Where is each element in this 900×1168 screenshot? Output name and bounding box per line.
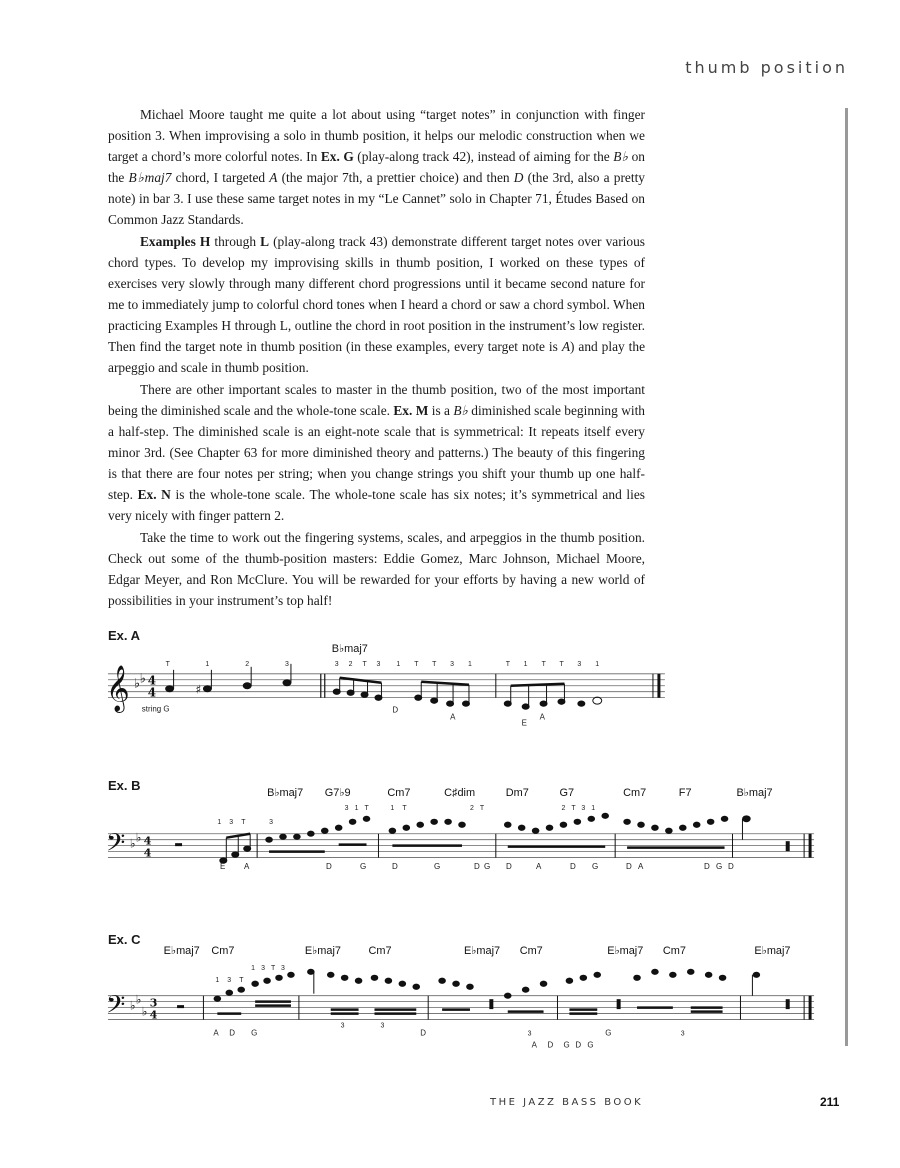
- svg-text:G: G: [587, 1040, 594, 1048]
- fingering: 1: [595, 660, 600, 668]
- text-emphasis: A: [561, 339, 570, 354]
- svg-text:3: 3: [581, 804, 586, 812]
- fingering: T: [165, 660, 170, 668]
- chord-symbol: C♯dim: [444, 786, 476, 799]
- svg-text:1: 1: [251, 964, 256, 972]
- music-staff-treble: [100, 636, 826, 736]
- chord-symbol: G7♭9: [324, 786, 351, 799]
- text-run: is the whole-tone scale. The whole-tone scale has six notes; it’s symmetrical and lies very nicely with finger pattern 2.: [108, 487, 645, 523]
- chord-symbol: G7: [559, 786, 575, 799]
- fingering: T: [414, 660, 419, 668]
- chord-symbol: Cm7: [368, 944, 392, 957]
- example-label: Ex. A: [108, 628, 141, 643]
- fingering-row: [215, 965, 285, 984]
- paragraph: [108, 527, 645, 611]
- page-number: 211: [820, 1095, 840, 1109]
- text-emphasis: Ex. M: [393, 403, 429, 418]
- chord-symbol: E♭maj7: [463, 944, 501, 957]
- chord-symbol: Cm7: [519, 944, 543, 957]
- tuplet-markers: [341, 1023, 685, 1038]
- text-run: diminished scale beginning with a half-step. The diminished scale is an eight-note scale that is symmetrical: It repeats itself every minor 3rd. (See Chapter 63 for more diminished theory and patterns.) The beauty of this fingering is that there are four notes per string; when you change strings you shift your thumb up one half-step.: [108, 403, 645, 502]
- svg-text:A: A: [213, 1028, 219, 1038]
- note-head: [203, 686, 211, 692]
- fingering: 1: [205, 660, 210, 668]
- svg-text:T: T: [479, 804, 485, 812]
- text-run: There are other important scales to master in the thumb position, two of the most important being the diminished scale and the whole-tone scale.: [108, 382, 645, 418]
- chord-symbol: Cm7: [211, 944, 235, 957]
- text-run: chord, I targeted: [171, 170, 270, 185]
- section-header: thumb position: [685, 58, 848, 77]
- paragraph: [108, 231, 645, 378]
- svg-text:D: D: [229, 1028, 236, 1038]
- chord-symbol: Cm7: [662, 944, 686, 957]
- notes-group: [178, 969, 811, 1019]
- paragraph: [108, 379, 645, 526]
- text-run: Michael Moore taught me quite a lot about using “target notes” in conjunction with finger position 3. When improvising a solo in thumb position, it helps our melodic construction when we target a chord’s more colorful notes. In: [108, 107, 645, 164]
- chord-symbol: Cm7: [387, 786, 411, 799]
- svg-text:D: D: [575, 1040, 582, 1048]
- text-emphasis: L: [260, 234, 270, 249]
- svg-text:3: 3: [380, 1022, 385, 1030]
- text-run: (the 3rd, also a pretty note) in bar 3. I use these same target notes in my “Le Cannet” solo in Chapter 71, Études Based on Common Jazz Standards.: [108, 170, 645, 227]
- chord-symbol: B♭maj7: [736, 786, 773, 799]
- fingering: 1: [523, 660, 528, 668]
- text-run: (the major 7th, a prettier choice) and then: [277, 170, 514, 185]
- chord-symbol: Cm7: [623, 786, 647, 799]
- chord-symbol: E♭maj7: [163, 944, 200, 957]
- svg-text:3: 3: [340, 1022, 345, 1030]
- note-head: [166, 686, 174, 692]
- fingering: 3: [334, 660, 339, 668]
- fingering: 3: [577, 660, 582, 668]
- music-staff-bass: [100, 938, 826, 1048]
- fingering: T: [559, 660, 564, 668]
- svg-text:D: D: [420, 1028, 426, 1038]
- svg-text:3: 3: [269, 818, 273, 826]
- paragraph: [108, 104, 645, 230]
- svg-text:T: T: [271, 964, 276, 972]
- note-letter: D: [392, 705, 399, 715]
- fingering: 2: [245, 660, 250, 668]
- fingering: T: [432, 660, 437, 668]
- chord-symbol: B♭maj7: [267, 786, 304, 799]
- text-emphasis: A: [269, 170, 278, 185]
- flat-sign-icon: ♭: [139, 671, 146, 687]
- bass-clef-icon: 𝄢: [105, 990, 126, 1026]
- note-letter: A: [450, 712, 456, 722]
- chord-symbol: E♭maj7: [607, 944, 644, 957]
- text-emphasis: D: [513, 170, 524, 185]
- fingering: 3: [284, 660, 289, 668]
- svg-text:D: D: [547, 1040, 554, 1048]
- text-run: ) and play the arpeggio and scale in thumb position.: [108, 339, 646, 375]
- time-signature-bottom: 4: [143, 846, 152, 860]
- flat-sign-icon: ♭: [135, 830, 142, 845]
- time-signature-top: 3: [149, 996, 158, 1010]
- svg-text:3: 3: [680, 1030, 685, 1038]
- text-run: on the: [108, 149, 645, 185]
- text-run: through: [210, 234, 261, 249]
- fingering: 3: [376, 660, 381, 668]
- example-label: Ex. C: [108, 932, 141, 947]
- notes-group: [166, 664, 659, 709]
- fingering: T: [505, 660, 511, 668]
- flat-sign-icon: ♭: [129, 836, 136, 851]
- svg-text:G: G: [563, 1040, 570, 1048]
- fingering: 3: [450, 660, 454, 668]
- fingering: T: [362, 660, 367, 668]
- svg-text:2: 2: [469, 804, 474, 812]
- fingering: 2: [348, 660, 353, 668]
- chord-symbol: E♭maj7: [304, 944, 341, 957]
- fingering: 1: [396, 660, 401, 668]
- svg-text:3: 3: [344, 804, 349, 812]
- text-run: (play-along track 43) demonstrate different target notes over various chord types. To develop my improvising skills in thumb position, I worked on these types of exercises very slowly through many different chord progressions until it became second nature for me to immediately jump to colorful chord tones when I heard a chord or saw a chord symbol. When practicing Examples H through L, outline the chord in root position in the instrument’s low register. Then find the target note in thumb position (in these examples, every target note is: [108, 234, 646, 354]
- text-run: Take the time to work out the fingering systems, scales, and arpeggios in the thumb position. Check out some of the thumb-position masters: Eddie Gomez, Marc Johnson, Michael Moore, Edgar Meyer, and Ron McClure. You will be rewarded for your efforts by having a new world of possibilities in your instrument’s top half!: [108, 530, 645, 608]
- flat-sign-icon: ♭: [129, 998, 136, 1013]
- example-label: Ex. B: [108, 778, 141, 793]
- margin-rule: [845, 108, 848, 1046]
- time-signature-bottom: 4: [147, 685, 157, 700]
- chord-symbol: E♭maj7: [754, 944, 791, 957]
- text-emphasis: B♭: [613, 149, 629, 164]
- note-letter: E: [521, 718, 527, 728]
- note-letter-row: [213, 1028, 611, 1048]
- text-emphasis: Examples H: [140, 234, 211, 249]
- flat-sign-icon: ♭: [133, 676, 140, 692]
- svg-text:3: 3: [281, 964, 285, 972]
- svg-text:T: T: [241, 818, 246, 826]
- fingering: 1: [467, 660, 472, 668]
- svg-text:2: 2: [561, 804, 566, 812]
- svg-text:T: T: [364, 804, 369, 812]
- footer-book-title: THE JAZZ BASS BOOK: [490, 1097, 644, 1108]
- flat-sign-icon: ♭: [141, 1004, 148, 1019]
- text-emphasis: Ex. G: [320, 149, 354, 164]
- fingering-row: [217, 805, 595, 826]
- fingering: T: [541, 660, 546, 668]
- time-signature-top: 4: [143, 834, 152, 848]
- staff-lines: [108, 671, 665, 698]
- svg-text:1: 1: [591, 804, 596, 812]
- svg-text:G: G: [251, 1028, 258, 1038]
- svg-text:1: 1: [217, 818, 222, 826]
- svg-text:3: 3: [229, 818, 234, 826]
- svg-text:T: T: [571, 804, 576, 812]
- text-emphasis: Ex. N: [137, 487, 171, 502]
- treble-clef-icon: 𝄞: [105, 665, 130, 712]
- svg-text:A: A: [531, 1040, 537, 1048]
- svg-text:♯: ♯: [195, 682, 202, 697]
- chord-symbol: F7: [678, 786, 692, 799]
- chord-symbol: Dm7: [505, 786, 529, 799]
- svg-text:1: 1: [215, 976, 220, 984]
- body-text: [108, 104, 645, 612]
- svg-text:T: T: [402, 804, 407, 812]
- time-signature-top: 4: [147, 673, 157, 688]
- text-run: (play-along track 42), instead of aiming for the: [353, 149, 614, 164]
- svg-text:G: G: [605, 1028, 612, 1038]
- text-emphasis: B♭: [453, 403, 468, 418]
- svg-text:T: T: [239, 976, 244, 984]
- svg-text:3: 3: [227, 976, 232, 984]
- note-head: [243, 683, 251, 689]
- fingering-row: [166, 661, 600, 668]
- bass-clef-icon: 𝄢: [105, 828, 126, 864]
- svg-text:3: 3: [527, 1030, 532, 1038]
- svg-text:1: 1: [390, 804, 395, 812]
- time-signature-bottom: 4: [149, 1008, 158, 1022]
- text-run: is a: [428, 403, 454, 418]
- svg-text:1: 1: [354, 804, 359, 812]
- text-emphasis: B♭maj7: [128, 170, 172, 185]
- svg-text:3: 3: [261, 964, 265, 972]
- flat-sign-icon: ♭: [135, 992, 142, 1007]
- note-letter: A: [539, 712, 545, 722]
- string-label: string G: [141, 704, 170, 714]
- chord-symbol: B♭maj7: [331, 642, 368, 655]
- note-head: [283, 680, 291, 686]
